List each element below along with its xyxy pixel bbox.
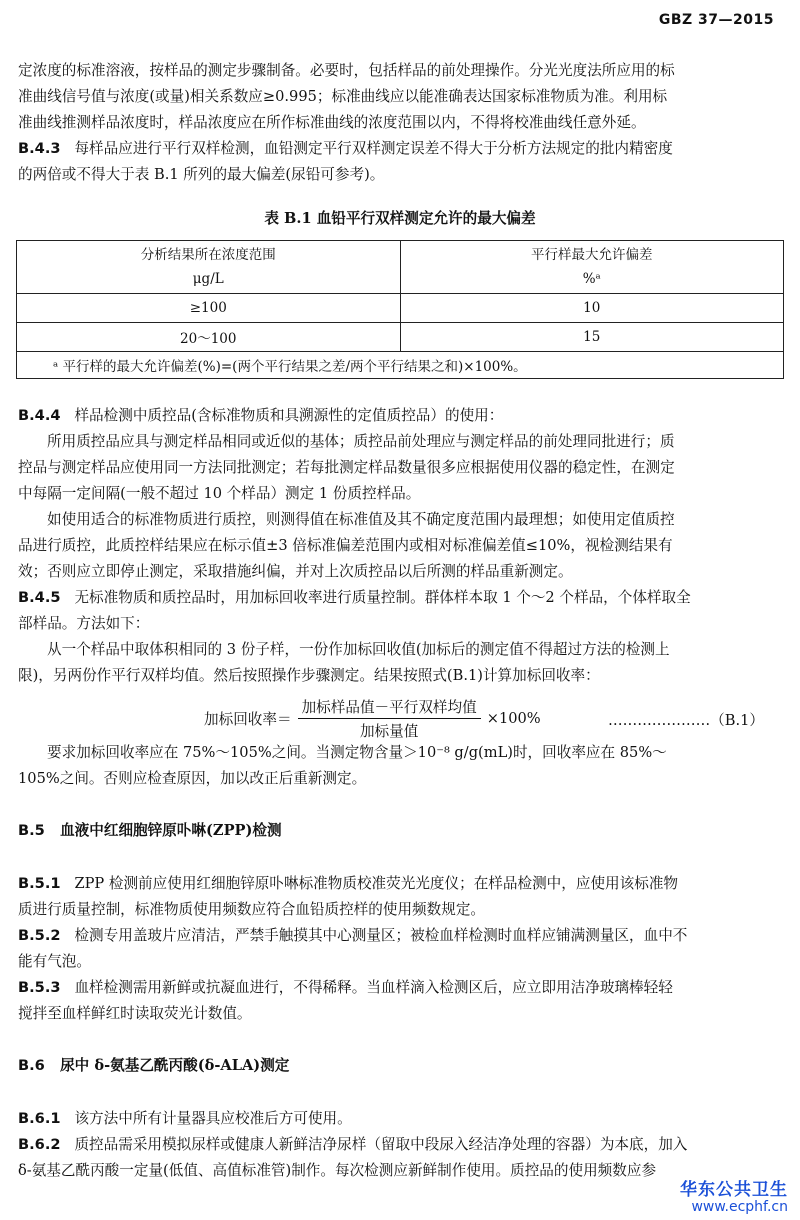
text-line: 质控品需采用模拟尿样或健康人新鲜洁净尿样（留取中段尿入经洁净处理的容器）为本底，加入 bbox=[74, 1136, 688, 1153]
text-line: 105%之间。否则应检查原因，加以改正后重新测定。 bbox=[18, 770, 367, 787]
text-line: 每样品应进行平行双样检测，血铅测定平行双样测定误差不得大于分析方法规定的批内精密度 bbox=[74, 140, 673, 157]
text-line: 定浓度的标准溶液，按样品的测定步骤制备。必要时，包括样品的前处理操作。分光光度法所应用的标 bbox=[18, 62, 675, 79]
b-4-5-after-formula bbox=[18, 740, 784, 792]
text-line: 品进行质控，此质控样结果应在标示值±3 倍标准偏差范围内或相对标准偏差值≤10%，视检测结果有 bbox=[18, 537, 673, 554]
b-4-4-paragraph-2 bbox=[18, 507, 784, 585]
table-row bbox=[17, 294, 784, 323]
clause-number: B.6.2 bbox=[18, 1136, 61, 1153]
header-deviation-unit: %ᵃ bbox=[582, 271, 601, 287]
table-note-row bbox=[17, 352, 784, 379]
text-line: 能有气泡。 bbox=[18, 953, 91, 970]
formula-lhs: 加标回收率＝ bbox=[204, 711, 292, 728]
text-line: 效；否则应立即停止测定，采取措施纠偏，并对上次质控品以后所测的样品重新测定。 bbox=[18, 563, 573, 580]
b-4-5-paragraph bbox=[18, 637, 784, 689]
text-line: 无标准物质和质控品时，用加标回收率进行质量控制。群体样本取 1 个～2 个样品，个体样取全 bbox=[74, 589, 691, 606]
formula-numerator: 加标样品值－平行双样均值 bbox=[298, 696, 481, 719]
section-title: 血液中红细胞锌原卟啉(ZPP)检测 bbox=[60, 822, 282, 839]
clause-number: B.5.1 bbox=[18, 875, 61, 892]
text-line: 限)，另两份作平行双样均值。然后按照操作步骤测定。结果按照式(B.1)计算加标回收率： bbox=[18, 667, 600, 684]
clause-number: B.6.1 bbox=[18, 1110, 61, 1127]
formula-denominator: 加标量值 bbox=[359, 723, 419, 740]
text-line: 检测专用盖玻片应清洁，严禁手触摸其中心测量区；被检血样检测时血样应铺满测量区，血中不 bbox=[74, 927, 688, 944]
watermark-url: www.ecphf.cn bbox=[691, 1199, 788, 1215]
header-deviation-label: 平行样最大允许偏差 bbox=[531, 247, 653, 263]
clause-number: B.5.2 bbox=[18, 927, 61, 944]
text-line: 要求加标回收率应在 75%～105%之间。当测定物含量＞10⁻⁸ g/g(mL)时，回收率应在 85%～ bbox=[47, 744, 667, 761]
text-line: 的两倍或不得大于表 B.1 所列的最大偏差(尿铅可参考)。 bbox=[18, 166, 385, 183]
header-cell bbox=[17, 241, 401, 294]
text-line: 从一个样品中取体积相同的 3 份子样，一份作加标回收值(加标后的测定值不得超过方法的检测上 bbox=[47, 641, 670, 658]
clause-b-5-1 bbox=[18, 871, 784, 923]
clause-title: 样品检测中质控品(含标准物质和具溯源性的定值质控品）的使用： bbox=[74, 407, 504, 424]
clause-b-5-3 bbox=[18, 975, 784, 1027]
b-4-4-paragraph-1 bbox=[18, 429, 784, 507]
text-line: 准曲线推测样品浓度时，样品浓度应在所作标准曲线的浓度范围以内，不得将校准曲线任意外延。 bbox=[18, 114, 646, 131]
section-b-6-heading bbox=[18, 1053, 784, 1079]
text-line: 如使用适合的标准物质进行质控，则测得值在标准值及其不确定度范围内最理想；如使用定值质控 bbox=[47, 511, 675, 528]
text-line: ZPP 检测前应使用红细胞锌原卟啉标准物质校准荧光光度仪；在样品检测中，应使用该标准物 bbox=[74, 875, 679, 892]
formula-fraction bbox=[298, 696, 481, 741]
clause-b-6-1 bbox=[18, 1106, 784, 1132]
intro-paragraph bbox=[18, 58, 784, 136]
table-cell-deviation: 15 bbox=[400, 323, 784, 352]
text-line: 该方法中所有计量器具应校准后方可使用。 bbox=[74, 1110, 352, 1127]
watermark-title: 华东公共卫生 bbox=[680, 1180, 788, 1200]
table-row bbox=[17, 323, 784, 352]
text-line: 质进行质量控制，标准物质使用频数应符合血铅质控样的使用频数规定。 bbox=[18, 901, 486, 918]
formula-number: …………………（B.1） bbox=[608, 712, 764, 729]
table-cell-range: ≥100 bbox=[17, 294, 401, 323]
formula-rhs: ×100% bbox=[486, 710, 541, 727]
clause-b-5-2 bbox=[18, 923, 784, 975]
text-line: 准曲线信号值与浓度(或量)相关系数应≥0.995；标准曲线应以能准确表达国家标准物质为准。利用标 bbox=[18, 88, 668, 105]
clause-number: B.5.3 bbox=[18, 979, 61, 996]
table-caption: 表 B.1 血铅平行双样测定允许的最大偏差 bbox=[264, 210, 536, 227]
text-line: 血样检测需用新鲜或抗凝血进行，不得稀释。当血样滴入检测区后，应立即用洁净玻璃棒轻轻 bbox=[74, 979, 673, 996]
header-range-label: 分析结果所在浓度范围 bbox=[140, 247, 276, 263]
table-cell-deviation: 10 bbox=[400, 294, 784, 323]
text-line: 部样品。方法如下： bbox=[18, 615, 150, 632]
clause-b-6-2 bbox=[18, 1132, 784, 1184]
text-line: 搅拌至血样鲜红时读取荧光计数值。 bbox=[18, 1005, 252, 1022]
section-number: B.5 bbox=[18, 822, 45, 839]
clause-number: B.4.5 bbox=[18, 589, 61, 606]
clause-b-4-3 bbox=[18, 136, 784, 188]
clause-number: B.4.4 bbox=[18, 407, 61, 424]
clause-b-4-5 bbox=[18, 585, 784, 637]
deviation-table bbox=[16, 240, 784, 379]
text-line: 所用质控品应具与测定样品相同或近似的基体；质控品前处理应与测定样品的前处理同批进行；质 bbox=[47, 433, 675, 450]
clause-number: B.4.3 bbox=[18, 140, 61, 157]
clause-b-4-4 bbox=[18, 403, 784, 429]
formula-b-1 bbox=[204, 696, 541, 741]
text-line: 中每隔一定间隔(一般不超过 10 个样品）测定 1 份质控样品。 bbox=[18, 485, 421, 502]
table-cell-range: 20～100 bbox=[17, 323, 401, 352]
header-range-unit: μg/L bbox=[192, 271, 224, 287]
table-footnote: ᵃ 平行样的最大允许偏差(%)=(两个平行结果之差/两个平行结果之和)×100%。 bbox=[17, 352, 784, 379]
text-line: δ-氨基乙酰丙酸一定量(低值、高值标准管)制作。每次检测应新鲜制作使用。质控品的使用频数应参 bbox=[18, 1162, 657, 1179]
text-line: 控品与测定样品应使用同一方法同批测定；若每批测定样品数量很多应根据使用仪器的稳定性，在测定 bbox=[18, 459, 675, 476]
section-number: B.6 bbox=[18, 1057, 45, 1074]
header-cell bbox=[400, 241, 784, 294]
header-code: GBZ 37—2015 bbox=[658, 12, 774, 28]
table-header-row bbox=[17, 241, 784, 294]
section-b-5-heading bbox=[18, 818, 784, 844]
section-title: 尿中 δ-氨基乙酰丙酸(δ-ALA)测定 bbox=[60, 1057, 290, 1074]
